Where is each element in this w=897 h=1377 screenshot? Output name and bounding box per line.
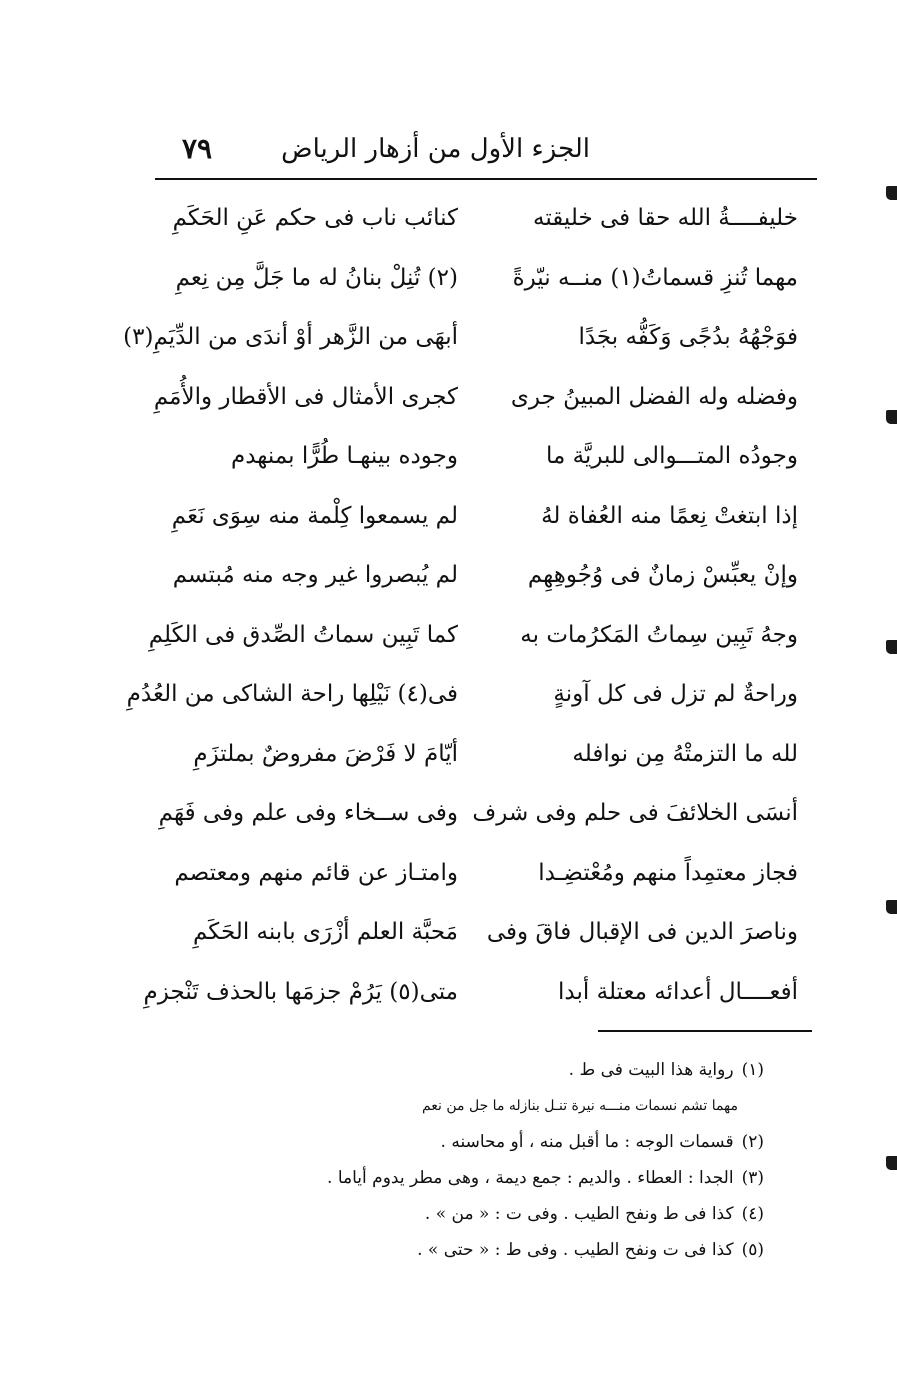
footnote-number: (٤) — [741, 1204, 764, 1224]
margin-mark — [886, 900, 897, 914]
margin-mark — [886, 186, 897, 200]
page-number: ٧٩ — [182, 132, 213, 165]
verse-line — [126, 666, 820, 726]
header-rule — [155, 178, 817, 180]
verse-first-hemistich: وناصرَ الدين فى الإقبال فاقَ وفى — [486, 919, 798, 945]
footnote-number: (٣) — [741, 1168, 764, 1188]
verse-first-hemistich: فجاز معتمِداً منهم ومُعْتضِـدا — [538, 859, 798, 886]
verse-second-hemistich: (٢) تُنِلْ بنانُ له ما جَلَّ مِن نِعمِ — [175, 264, 458, 291]
poem-verses — [123, 190, 820, 1023]
verse-first-hemistich: مهما تُنزِ قسماتُ(١) منــه نيّرةً — [512, 264, 798, 291]
footnote-text: كذا فى ط ونفح الطيب . وفى ت : « من » . — [424, 1204, 734, 1224]
verse-line — [160, 547, 820, 607]
footnote-number: (٥) — [741, 1240, 764, 1260]
verse-second-hemistich: كجرى الأمثال فى الأقطار والأُمَمِ — [153, 383, 458, 410]
footnote-text: الجدا : العطاء . والديم : جمع ديمة ، وهى مطر يدوم أياما . — [327, 1168, 734, 1188]
verse-line — [123, 309, 820, 369]
verse-first-hemistich: إذا ابتغتْ نِعمًا منه العُفاة لهُ — [541, 502, 798, 529]
footnote-rule — [598, 1030, 812, 1032]
verse-second-hemistich: وامتـاز عن قائم منهم ومعتصم — [174, 859, 458, 886]
verse-first-hemistich: وإنْ يعبِّسْ زمانٌ فى وُجُوهِهِم — [527, 562, 798, 588]
footnote-quoted-verse — [204, 1088, 764, 1124]
verse-first-hemistich: وجهُ تَبِين سِماتُ المَكرُمات به — [520, 621, 798, 648]
footnote-text: قسمات الوجه : ما أقبل منه ، أو محاسنه . — [440, 1132, 734, 1152]
verse-line — [160, 904, 820, 964]
footnotes — [204, 1052, 764, 1268]
verse-second-hemistich: مَحبَّة العلم أزْرَى بابنه الحَكَمِ — [192, 919, 458, 945]
verse-line — [160, 785, 820, 845]
verse-first-hemistich: لله ما التزمتْهُ مِن نوافله — [572, 740, 798, 767]
verse-second-hemistich: لم يسمعوا كِلْمة منه سِوَى نَعَمِ — [171, 502, 458, 529]
verse-first-hemistich: وجودُه المتـــوالى للبريَّة ما — [545, 443, 798, 469]
verse-line — [160, 845, 820, 905]
margin-mark — [886, 1156, 897, 1170]
margin-mark — [886, 640, 897, 654]
footnote-text: رواية هذا البيت فى ط . — [568, 1060, 734, 1080]
verse-second-hemistich: لم يُبصروا غير وجه منه مُبتسم — [172, 562, 458, 588]
footnote — [204, 1196, 764, 1232]
verse-first-hemistich: أفعــــال أعدائه معتلة أبدا — [558, 978, 798, 1005]
verse-second-hemistich: وفى ســخاء وفى علم وفى فَهَمِ — [158, 800, 458, 826]
verse-line — [160, 726, 820, 786]
verse-line — [160, 250, 820, 310]
margin-mark — [886, 410, 897, 424]
verse-line — [160, 488, 820, 548]
verse-first-hemistich: وراحةٌ لم تزل فى كل آونةٍ — [553, 681, 798, 707]
footnote-number: (٢) — [741, 1132, 764, 1152]
verse-second-hemistich: فى(٤) نَيْلِها راحة الشاكى من العُدُمِ — [126, 681, 458, 707]
footnote — [204, 1232, 764, 1268]
verse-first-hemistich: وفضله وله الفضل المبينُ جرى — [510, 383, 798, 410]
verse-line — [148, 607, 820, 667]
verse-line — [143, 964, 820, 1024]
footnote-text: مهما تشم نسمات منـــه نيرة تنـل بنازله ما جل من نعم — [421, 1098, 738, 1114]
verse-first-hemistich: أنسَى الخلائفَ فى حلم وفى شرف — [472, 800, 798, 826]
verse-line — [160, 428, 820, 488]
verse-first-hemistich: فوَجْهُهُ بدُجًى وَكَفُّه بجَدًا — [578, 324, 798, 350]
running-head — [160, 128, 810, 172]
verse-second-hemistich: أيّامَ لا فَرْضَ مفروضٌ بملتزَمِ — [193, 740, 458, 767]
footnote-number: (١) — [741, 1060, 764, 1080]
footnote — [204, 1160, 764, 1196]
verse-second-hemistich: متى(٥) يَرُمْ جزمَها بالحذف تَنْجزمِ — [143, 978, 458, 1005]
footnote — [204, 1052, 764, 1088]
verse-second-hemistich: أبهَى من الزَّهر أوْ أندَى من الدِّيَمِ(٣) — [123, 324, 458, 350]
running-title: الجزء الأول من أزهار الرياض — [281, 134, 590, 164]
verse-line — [153, 369, 820, 429]
verse-second-hemistich: وجوده بينهـا طُرًّا بمنهدم — [230, 443, 458, 469]
verse-second-hemistich: كما تَبِين سماتُ الصِّدق فى الكَلِمِ — [148, 621, 458, 648]
verse-first-hemistich: خليفــــةُ الله حقا فى خليقته — [533, 205, 798, 231]
footnote-text: كذا فى ت ونفح الطيب . وفى ط : « حتى » . — [417, 1240, 734, 1260]
verse-line — [160, 190, 820, 250]
footnote — [204, 1124, 764, 1160]
verse-second-hemistich: كنائب ناب فى حكم عَنِ الحَكَمِ — [172, 205, 458, 231]
